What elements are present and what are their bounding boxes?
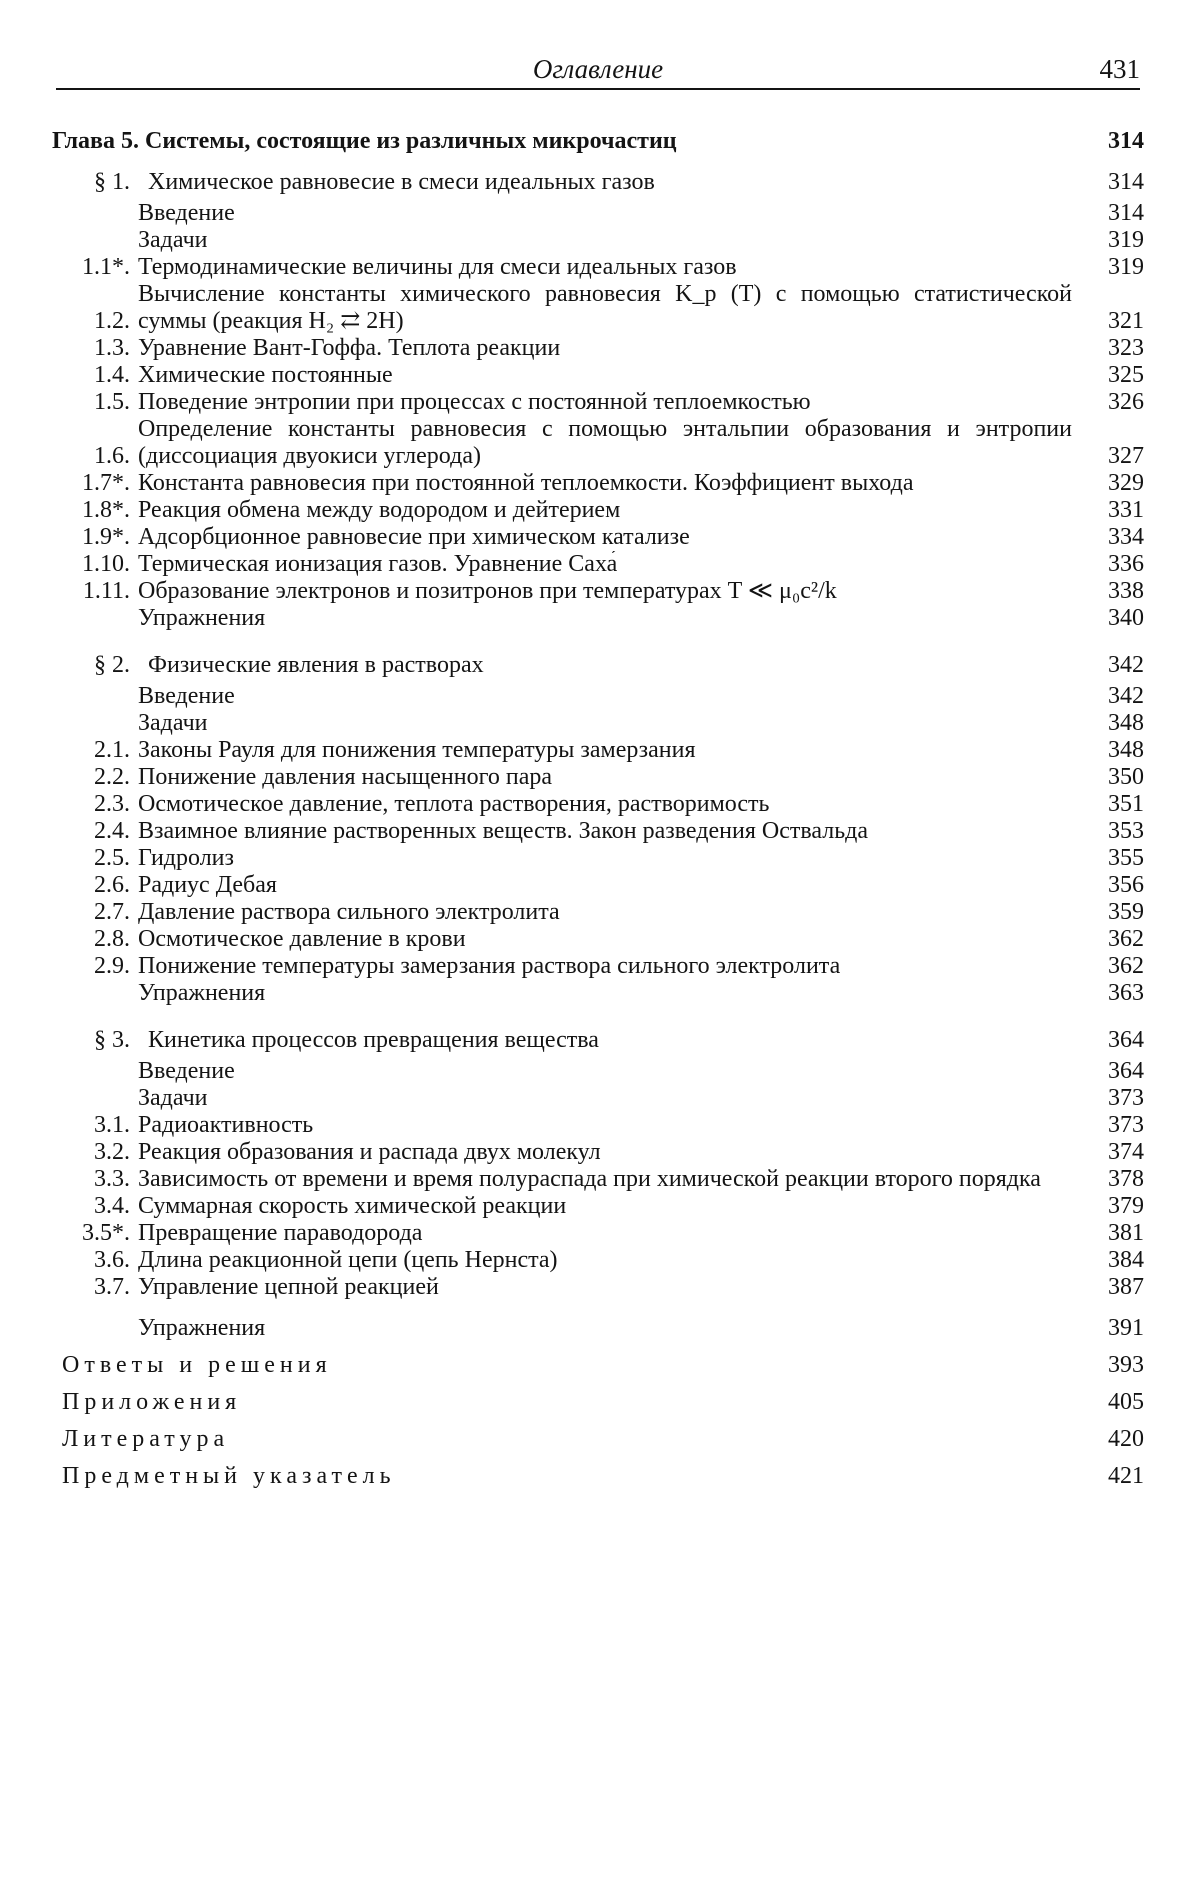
section-number: § 1. <box>94 169 130 195</box>
entry-page: 381 <box>1108 1220 1144 1246</box>
tasks-page: 373 <box>1108 1085 1144 1111</box>
entry-page: 393 <box>1108 1352 1144 1378</box>
section-title: Кинетика процессов превращения вещества <box>148 1027 603 1053</box>
toc-entry <box>52 524 1144 551</box>
entry-title: Взаимное влияние растворенных веществ. Закон разведения Оствальда <box>138 818 872 844</box>
entry-number: 2.9. <box>94 953 130 979</box>
toc-entry <box>52 254 1144 281</box>
entry-title: Вычисление константы химического равновесия K_p (T) с помощью статистической суммы (реакция H₂ ⇄ 2H) <box>138 281 1072 334</box>
entry-number: 2.6. <box>94 872 130 898</box>
entry-title: Превращение параводорода <box>138 1220 426 1246</box>
entry-number: 1.5. <box>94 389 130 415</box>
entry-number: 2.8. <box>94 926 130 952</box>
toc-entry <box>52 1220 1144 1247</box>
entry-title: Поведение энтропии при процессах с постоянной теплоемкостью <box>138 389 815 415</box>
entry-title: Осмотическое давление в крови <box>138 926 470 952</box>
entry-title: Гидролиз <box>138 845 238 871</box>
section-page: 314 <box>1108 169 1144 195</box>
toc-entry <box>52 335 1144 362</box>
toc-entry <box>52 362 1144 389</box>
section-3-tasks <box>52 1085 1144 1112</box>
entry-page: 374 <box>1108 1139 1144 1165</box>
tasks-title: Задачи <box>138 710 212 736</box>
entry-number: 3.1. <box>94 1112 130 1138</box>
section-title: Химическое равновесие в смеси идеальных газов <box>148 169 659 195</box>
entry-title: Образование электронов и позитронов при температурах T ≪ μ₀c²/k <box>138 578 841 604</box>
entry-page: 353 <box>1108 818 1144 844</box>
entry-title: Приложения <box>62 1389 245 1415</box>
chapter-5-entry <box>52 128 1144 155</box>
tasks-title: Задачи <box>138 227 212 253</box>
entry-number: 3.2. <box>94 1139 130 1165</box>
intro-page: 314 <box>1108 200 1144 226</box>
entry-page: 348 <box>1108 737 1144 763</box>
entry-number: 1.4. <box>94 362 130 388</box>
header-title: Оглавление <box>532 54 664 84</box>
entry-page: 384 <box>1108 1247 1144 1273</box>
entry-number: 1.10. <box>82 551 130 577</box>
entry-page: 350 <box>1108 764 1144 790</box>
exercises-page: 363 <box>1108 980 1144 1006</box>
toc-entry <box>52 1166 1144 1193</box>
entry-title: Ответы и решения <box>62 1352 336 1378</box>
entry-title: Химические постоянные <box>138 362 397 388</box>
entry-page: 334 <box>1108 524 1144 550</box>
entry-title: Уравнение Вант-Гоффа. Теплота реакции <box>138 335 564 361</box>
toc-entry <box>52 1247 1144 1274</box>
toc-entry <box>52 1193 1144 1220</box>
exercises-title: Упражнения <box>138 605 269 631</box>
entry-number: 1.9*. <box>82 524 130 550</box>
toc-entry <box>52 872 1144 899</box>
entry-number: 2.3. <box>94 791 130 817</box>
toc-entry <box>52 1112 1144 1139</box>
toc-entry <box>52 1389 1144 1416</box>
toc-entry <box>52 1426 1144 1453</box>
entry-number: 2.7. <box>94 899 130 925</box>
section-3-exercises <box>52 1315 1144 1342</box>
toc-entry <box>52 470 1144 497</box>
section-1-tasks <box>52 227 1144 254</box>
entry-title: Термическая ионизация газов. Уравнение Саха́ <box>138 551 621 577</box>
entry-number: 2.5. <box>94 845 130 871</box>
intro-title: Введение <box>138 200 239 226</box>
toc-entry <box>52 551 1144 578</box>
entry-page: 331 <box>1108 497 1144 523</box>
toc-entry <box>52 1274 1144 1301</box>
entry-title: Осмотическое давление, теплота растворения, растворимость <box>138 791 774 817</box>
toc-entry <box>52 845 1144 872</box>
toc-entry <box>52 1139 1144 1166</box>
entry-page: 336 <box>1108 551 1144 577</box>
entry-page: 325 <box>1108 362 1144 388</box>
entry-title: Реакция обмена между водородом и дейтерием <box>138 497 624 523</box>
section-title: Физические явления в растворах <box>148 652 488 678</box>
entry-title: Понижение температуры замерзания раствора сильного электролита <box>138 953 844 979</box>
entry-number: 3.5*. <box>82 1220 130 1246</box>
chapter-page: 314 <box>1108 128 1144 154</box>
entry-page: 326 <box>1108 389 1144 415</box>
entry-title: Литература <box>62 1426 233 1452</box>
entry-number: 1.11. <box>82 578 130 604</box>
page-header <box>56 50 1140 90</box>
toc-entry <box>52 899 1144 926</box>
toc-entry <box>52 737 1144 764</box>
exercises-page: 391 <box>1108 1315 1144 1341</box>
header-rule <box>56 88 1140 90</box>
toc-entry <box>52 389 1144 416</box>
toc-entry <box>52 497 1144 524</box>
entry-title: Законы Рауля для понижения температуры замерзания <box>138 737 700 763</box>
entry-number: 3.3. <box>94 1166 130 1192</box>
entry-number: 1.6. <box>94 443 130 469</box>
entry-page: 421 <box>1108 1463 1144 1489</box>
entry-title: Суммарная скорость химической реакции <box>138 1193 570 1219</box>
tasks-page: 319 <box>1108 227 1144 253</box>
tasks-page: 348 <box>1108 710 1144 736</box>
toc-entry <box>52 578 1144 605</box>
toc-entry <box>52 791 1144 818</box>
entry-title: Предметный указатель <box>62 1463 400 1489</box>
section-2-intro <box>52 683 1144 710</box>
entry-number: 2.4. <box>94 818 130 844</box>
toc-entry <box>52 416 1144 470</box>
exercises-page: 340 <box>1108 605 1144 631</box>
entry-page: 359 <box>1108 899 1144 925</box>
entry-page: 379 <box>1108 1193 1144 1219</box>
entry-page: 373 <box>1108 1112 1144 1138</box>
entry-number: 2.2. <box>94 764 130 790</box>
entry-title: Радиус Дебая <box>138 872 281 898</box>
section-3-items <box>52 1112 1144 1301</box>
entry-page: 356 <box>1108 872 1144 898</box>
section-2-items <box>52 737 1144 980</box>
section-2-tasks <box>52 710 1144 737</box>
section-1-items <box>52 254 1144 605</box>
entry-title: Зависимость от времени и время полураспада при химической реакции второго порядка <box>138 1166 1045 1192</box>
section-2-entry <box>52 652 1144 679</box>
entry-title: Определение константы равновесия с помощью энтальпии образования и энтропии (диссоциация двуокиси углерода) <box>138 416 1072 469</box>
entry-title: Адсорбционное равновесие при химическом катализе <box>138 524 694 550</box>
entry-number: 3.6. <box>94 1247 130 1273</box>
entry-page: 327 <box>1108 443 1144 469</box>
toc-entry <box>52 281 1144 335</box>
entry-page: 355 <box>1108 845 1144 871</box>
section-1-entry <box>52 169 1144 196</box>
entry-number: 2.1. <box>94 737 130 763</box>
entry-page: 351 <box>1108 791 1144 817</box>
entry-page: 321 <box>1108 308 1144 334</box>
intro-page: 364 <box>1108 1058 1144 1084</box>
entry-page: 323 <box>1108 335 1144 361</box>
section-3-intro <box>52 1058 1144 1085</box>
toc-entry <box>52 1463 1144 1490</box>
back-matter <box>52 1352 1144 1490</box>
entry-title: Давление раствора сильного электролита <box>138 899 564 925</box>
entry-title: Константа равновесия при постоянной теплоемкости. Коэффициент выхода <box>138 470 917 496</box>
entry-number: 1.7*. <box>82 470 130 496</box>
entry-title: Длина реакционной цепи (цепь Нернста) <box>138 1247 562 1273</box>
entry-number: 1.8*. <box>82 497 130 523</box>
entry-title: Термодинамические величины для смеси идеальных газов <box>138 254 741 280</box>
toc-entry <box>52 926 1144 953</box>
section-number: § 2. <box>94 652 130 678</box>
entry-title: Радиоактивность <box>138 1112 317 1138</box>
toc-entry <box>52 953 1144 980</box>
entry-page: 378 <box>1108 1166 1144 1192</box>
section-2-exercises <box>52 980 1144 1007</box>
toc-entry <box>52 818 1144 845</box>
entry-title: Управление цепной реакцией <box>138 1274 443 1300</box>
entry-number: 1.1*. <box>82 254 130 280</box>
section-number: § 3. <box>94 1027 130 1053</box>
table-of-contents <box>52 128 1144 1490</box>
intro-title: Введение <box>138 683 239 709</box>
toc-entry <box>52 1352 1144 1379</box>
entry-page: 420 <box>1108 1426 1144 1452</box>
section-1-intro <box>52 200 1144 227</box>
header-page-number: 431 <box>1099 54 1140 84</box>
entry-number: 3.4. <box>94 1193 130 1219</box>
entry-page: 362 <box>1108 953 1144 979</box>
entry-page: 319 <box>1108 254 1144 280</box>
section-page: 364 <box>1108 1027 1144 1053</box>
exercises-title: Упражнения <box>138 1315 269 1341</box>
tasks-title: Задачи <box>138 1085 212 1111</box>
section-page: 342 <box>1108 652 1144 678</box>
entry-number: 1.2. <box>94 308 130 334</box>
chapter-title: Глава 5. Системы, состоящие из различных микрочастиц <box>52 128 681 154</box>
intro-page: 342 <box>1108 683 1144 709</box>
entry-page: 387 <box>1108 1274 1144 1300</box>
section-3-entry <box>52 1027 1144 1054</box>
entry-title: Понижение давления насыщенного пара <box>138 764 556 790</box>
entry-page: 329 <box>1108 470 1144 496</box>
entry-page: 405 <box>1108 1389 1144 1415</box>
entry-page: 362 <box>1108 926 1144 952</box>
entry-number: 1.3. <box>94 335 130 361</box>
exercises-title: Упражнения <box>138 980 269 1006</box>
entry-number: 3.7. <box>94 1274 130 1300</box>
section-1-exercises <box>52 605 1144 632</box>
intro-title: Введение <box>138 1058 239 1084</box>
entry-page: 338 <box>1108 578 1144 604</box>
entry-title: Реакция образования и распада двух молекул <box>138 1139 605 1165</box>
toc-entry <box>52 764 1144 791</box>
